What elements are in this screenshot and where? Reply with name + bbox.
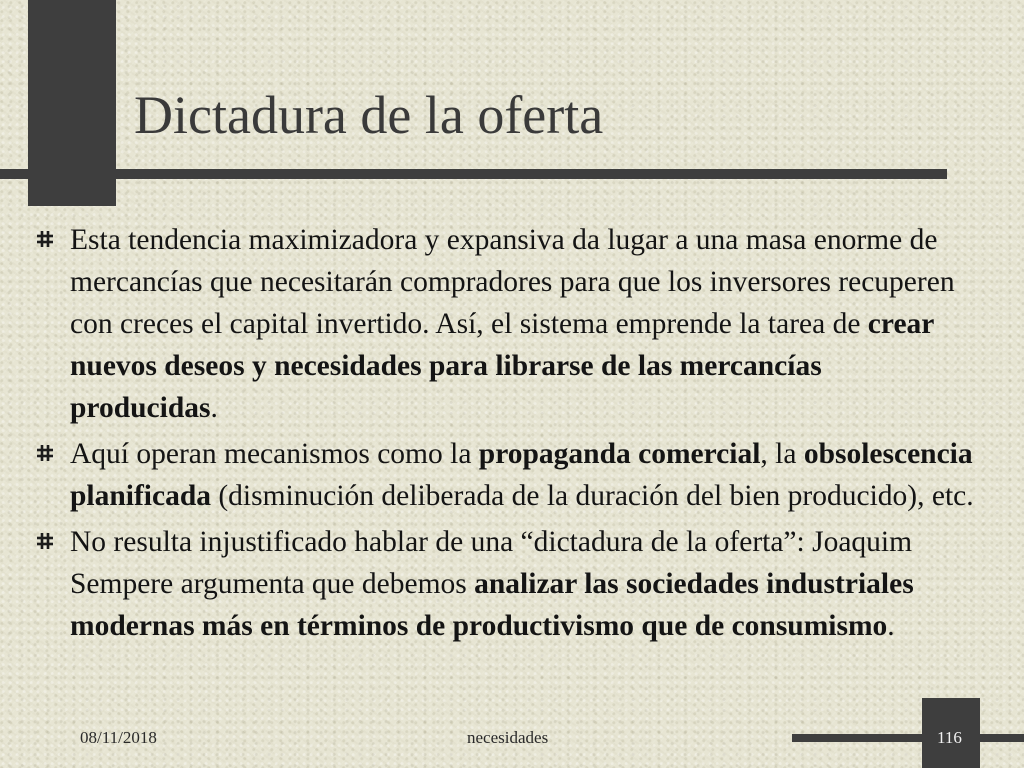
bullet-text-bold: propaganda comercial [478, 438, 761, 470]
bullet-item-2 [36, 433, 976, 517]
bullet-text-segment: (disminución deliberada de la duración del bien producido), etc. [210, 480, 974, 512]
slide-title: Dictadura de la oferta [134, 85, 604, 145]
bullet-text-segment: Esta tendencia maximizadora y expansiva da lugar a una masa enorme de mercancías que necesitarán compradores para que los inversores recuperen con creces el capital invertido. Así, el sistema emprende la tarea de [70, 224, 955, 340]
hash-bullet-icon [36, 444, 54, 462]
hash-bullet-icon [36, 230, 54, 248]
bullet-text-bold: analizar las sociedades industriales modernas más en términos de productivismo que de consumismo [70, 568, 914, 642]
bullet-text [70, 526, 914, 642]
bullet-text-bold: obsolescencia planificada [70, 438, 973, 512]
bullet-text-segment: Aquí operan mecanismos como la [70, 438, 479, 470]
hash-bullet-icon [36, 532, 54, 550]
bullet-text-segment: , la [760, 438, 804, 470]
footer-date: 08/11/2018 [80, 728, 157, 747]
page-number: 116 [937, 728, 962, 747]
bullet-text-segment: . [887, 610, 895, 642]
footer-center-text: necesidades [467, 728, 549, 747]
title-underline-bar [0, 169, 947, 179]
slide-content [36, 219, 976, 651]
bullet-text [70, 224, 955, 424]
bullet-text-segment: . [210, 392, 218, 424]
bullet-text-bold: crear nuevos deseos y necesidades para librarse de las mercancías producidas [70, 308, 934, 424]
bullet-text [70, 438, 974, 512]
bullet-text-segment: No resulta injustificado hablar de una “dictadura de la oferta”: Joaquim Sempere argumenta que debemos [70, 526, 913, 600]
bullet-item-1 [36, 219, 976, 429]
footer-accent-line [792, 734, 1024, 742]
bullet-item-3 [36, 521, 976, 647]
